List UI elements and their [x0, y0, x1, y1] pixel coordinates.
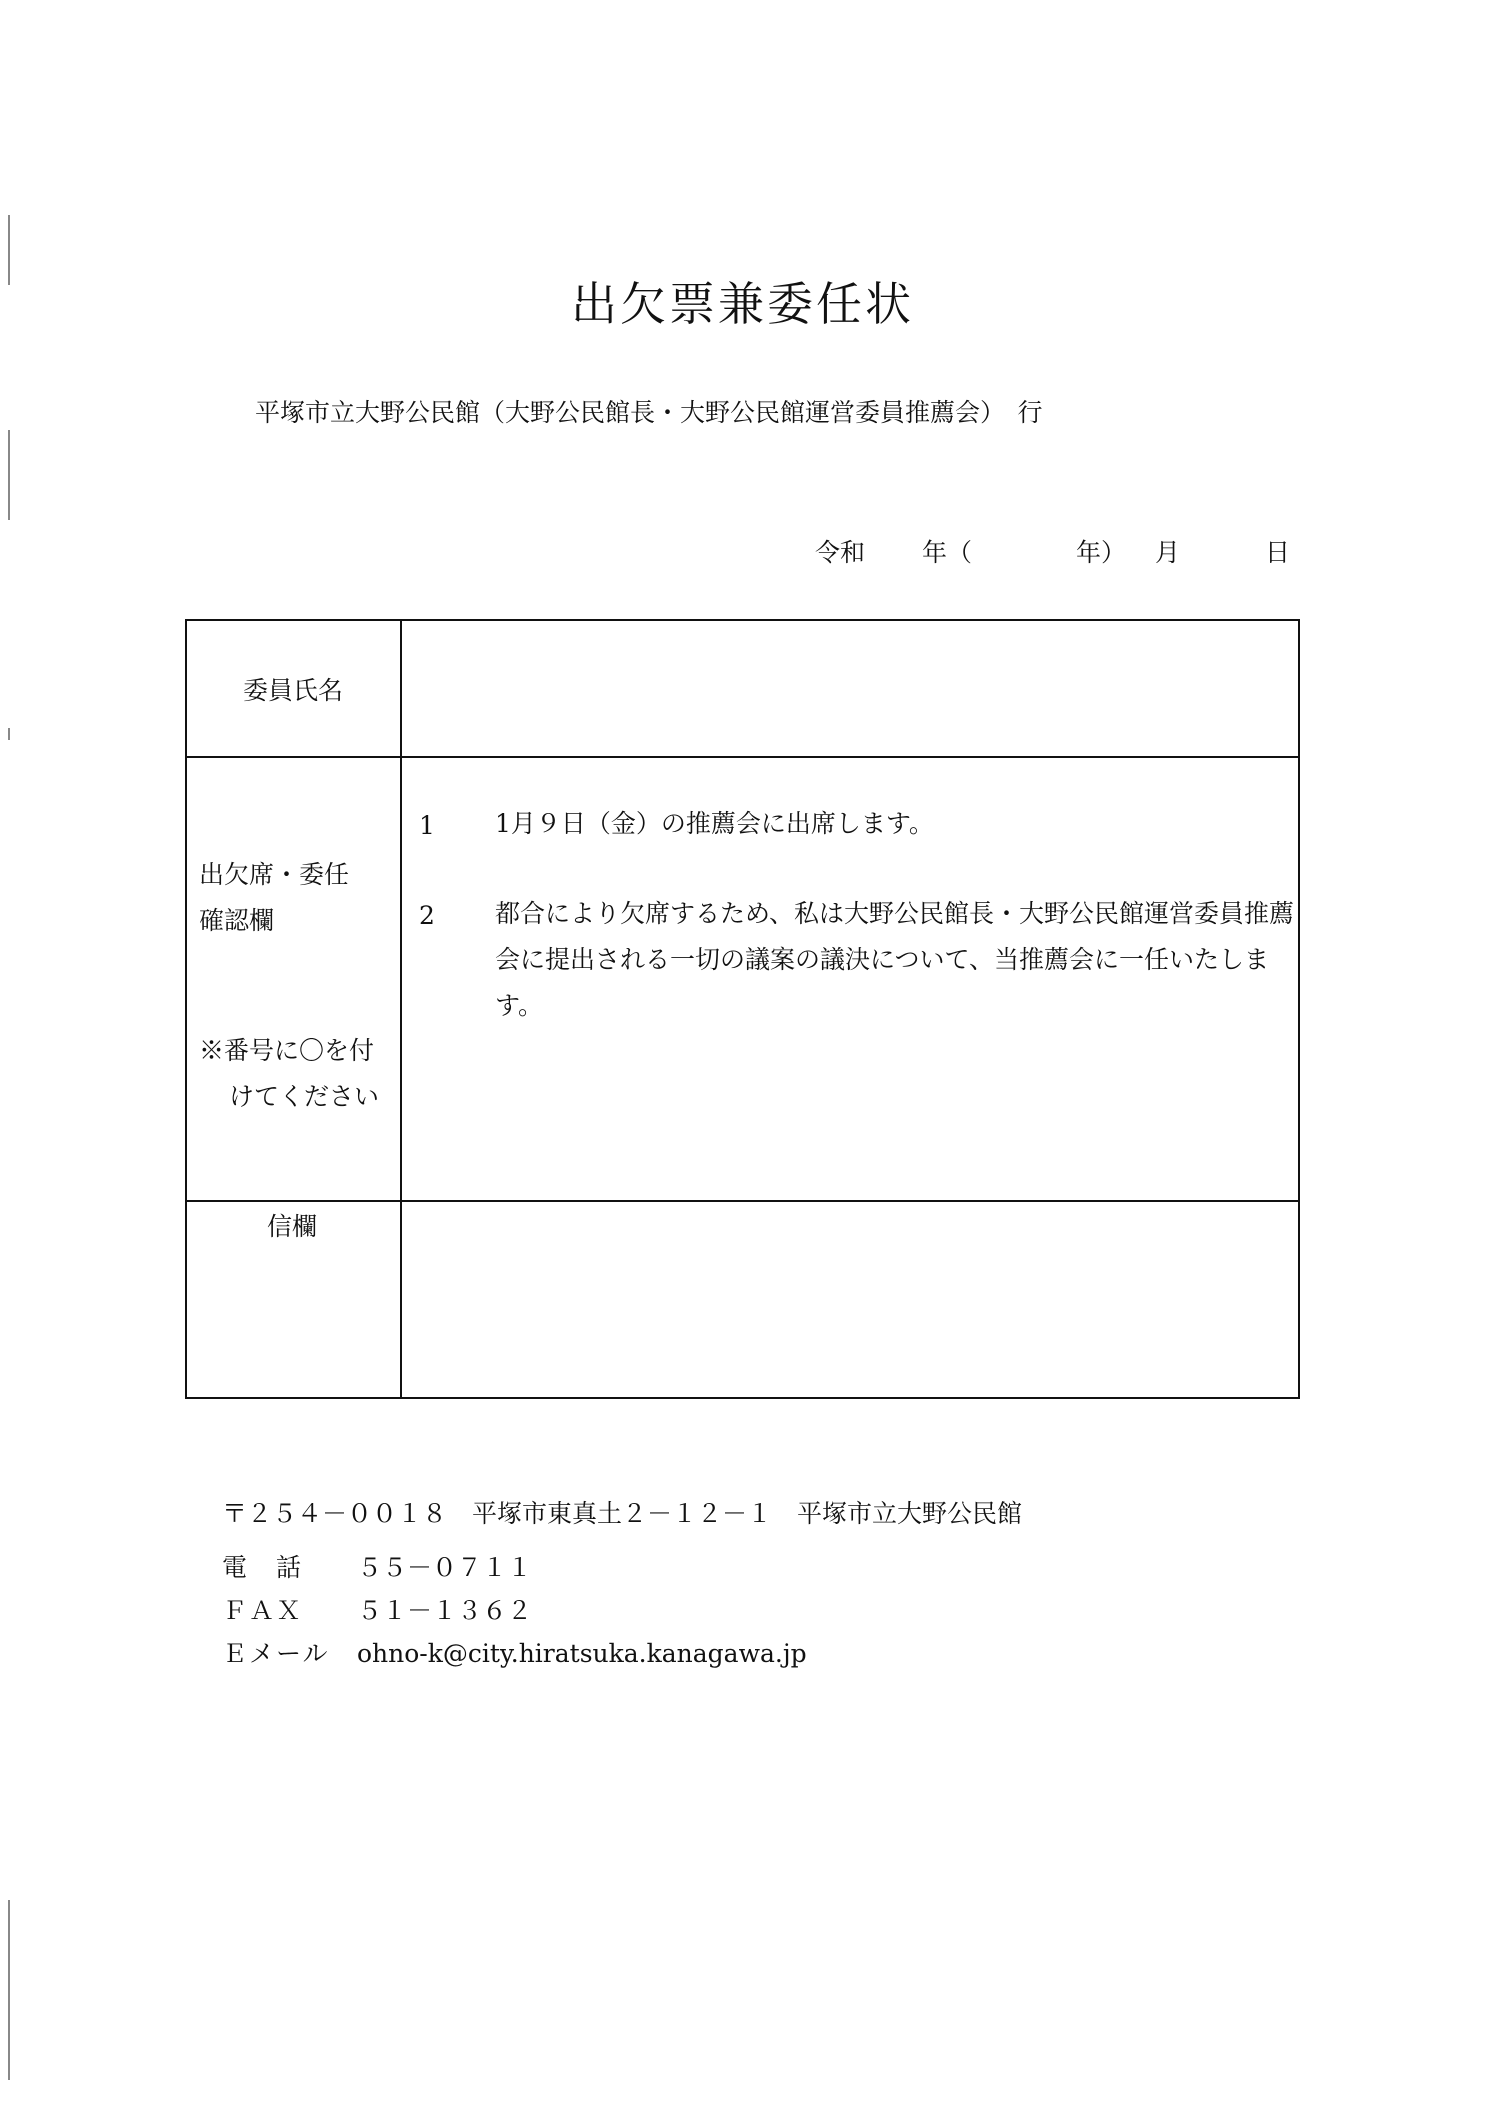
option-2-number[interactable]: 2	[419, 901, 435, 930]
member-name-label: 委員氏名	[243, 676, 344, 705]
attendance-form-table	[185, 619, 1300, 1399]
document-title: 出欠票兼委任状	[571, 277, 914, 331]
date-day-label: 日	[1265, 538, 1291, 567]
confirm-label-line1: 出欠席・委任	[199, 860, 350, 889]
date-era: 令和	[815, 538, 866, 567]
confirm-label-line2: 確認欄	[199, 906, 275, 935]
contact-email-row	[222, 1634, 807, 1670]
circle-instruction-line1: ※番号に〇を付	[199, 1036, 375, 1065]
date-month-label: 月	[1155, 538, 1181, 567]
fax-number: ５１－１３６２	[357, 1596, 533, 1625]
table-row-divider	[187, 1200, 1298, 1202]
option-1-number[interactable]: 1	[419, 811, 435, 840]
phone-number: ５５－０７１１	[357, 1553, 533, 1582]
option-2-proxy[interactable]: 都合により欠席するため、私は大野公民館長・大野公民館運営委員推薦会に提出される一切の議案の議決について、当推薦会に一任いたします。	[495, 899, 1295, 1020]
option-1-attend[interactable]: 1月９日（金）の推薦会に出席します。	[495, 809, 934, 838]
scan-edge-mark	[8, 1900, 10, 2080]
table-row-divider	[187, 756, 1298, 758]
table-column-divider	[400, 621, 402, 1397]
date-west-year-label: 年）	[1076, 538, 1127, 567]
addressee: 平塚市立大野公民館（大野公民館長・大野公民館運営委員推薦会） 行	[255, 398, 1043, 427]
contact-fax-row	[222, 1591, 532, 1627]
date-year-label: 年（	[922, 538, 973, 567]
circle-instruction-line2: けてください	[229, 1082, 380, 1111]
email-label: Ｅメール	[222, 1639, 330, 1668]
contact-address: 〒２５４－００１８ 平塚市東真土２－１２－１ 平塚市立大野公民館	[222, 1499, 1023, 1528]
comment-field[interactable]	[403, 1203, 1298, 1397]
scan-edge-mark	[8, 430, 10, 520]
member-name-field[interactable]	[403, 621, 1298, 756]
comment-label: 信欄	[267, 1212, 318, 1241]
phone-label: 電 話	[222, 1553, 304, 1582]
email-address[interactable]: ohno-k@city.hiratsuka.kanagawa.jp	[357, 1639, 807, 1668]
fax-label: ＦＡＸ	[222, 1596, 304, 1625]
contact-phone-row	[222, 1548, 532, 1584]
scan-edge-mark	[8, 728, 10, 740]
